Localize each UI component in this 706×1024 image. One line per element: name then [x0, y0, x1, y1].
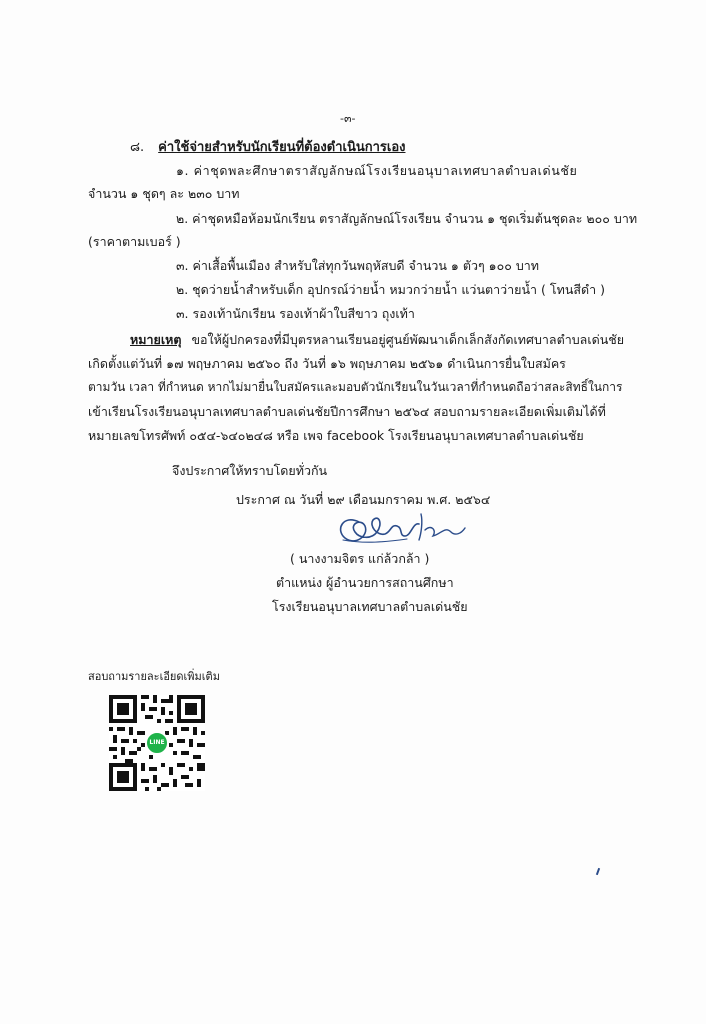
contact-label: สอบถามรายละเอียดเพิ่มเติม	[88, 670, 220, 683]
signer-name: ( นางงามจิตร แก่ล้วกล้า )	[290, 551, 430, 566]
remark-line-3: ตามวัน เวลา ที่กำหนด หากไม่มายื่นใบสมัครและมอบตัวนักเรียนในวันเวลาที่กำหนดถือว่าสละสิทธิ์ในการ	[88, 380, 623, 394]
signature	[325, 506, 475, 550]
ink-mark	[596, 868, 600, 875]
remark-line-1	[130, 332, 624, 347]
remark-line-4: เข้าเรียนโรงเรียนอนุบาลเทศบาลตำบลเด่นชัยปีการศึกษา ๒๕๖๔ สอบถามรายละเอียดเพิ่มเติมได้ที่	[88, 404, 606, 419]
announcement-date: ประกาศ ณ วันที่ ๒๙ เดือนมกราคม พ.ศ. ๒๕๖๔	[236, 492, 491, 507]
section-heading	[130, 140, 405, 156]
section-item-1: ๑. ค่าชุดพละศึกษาตราสัญลักษณ์โรงเรียนอนุบาลเทศบาลตำบลเด่นชัย	[176, 163, 578, 178]
signer-organization: โรงเรียนอนุบาลเทศบาลตำบลเด่นชัย	[272, 599, 468, 614]
section-item-4: ๒. ชุดว่ายน้ำสำหรับเด็ก อุปกรณ์ว่ายน้ำ หมวกว่ายน้ำ แว่นตาว่ายน้ำ ( โทนสีดำ )	[176, 282, 605, 297]
remark-text-1: ขอให้ผู้ปกครองที่มีบุตรหลานเรียนอยู่ศูนย์พัฒนาเด็กเล็กสังกัดเทศบาลตำบลเด่นชัย	[191, 332, 625, 347]
section-item-2-cont: (ราคาตามเบอร์ )	[88, 234, 181, 249]
remark-line-2: เกิดตั้งแต่วันที่ ๑๗ พฤษภาคม ๒๕๖๐ ถึง วันที่ ๑๖ พฤษภาคม ๒๕๖๑ ดำเนินการยื่นใบสมัคร	[88, 356, 566, 371]
section-item-5: ๓. รองเท้านักเรียน รองเท้าผ้าใบสีขาว ถุงเท้า	[176, 306, 415, 321]
section-title: ค่าใช้จ่ายสำหรับนักเรียนที่ต้องดำเนินการเอง	[158, 140, 406, 155]
remark-label: หมายเหตุ	[130, 332, 182, 347]
line-logo-icon: LINE	[145, 731, 169, 755]
section-item-1-cont: จำนวน ๑ ชุดๆ ละ ๒๓๐ บาท	[88, 186, 240, 201]
closing-statement: จึงประกาศให้ทราบโดยทั่วกัน	[172, 463, 328, 478]
section-number: ๘.	[130, 140, 145, 155]
page-number: -๓-	[340, 112, 356, 125]
remark-line-5: หมายเลขโทรศัพท์ ๐๕๔-๖๔๐๒๔๘ หรือ เพจ facebook โรงเรียนอนุบาลเทศบาลตำบลเด่นชัย	[88, 428, 584, 443]
section-item-2: ๒. ค่าชุดหมือห้อมนักเรียน ตราสัญลักษณ์โรงเรียน จำนวน ๑ ชุดเริ่มต้นชุดละ ๒๐๐ บาท	[176, 211, 638, 226]
line-qr-code[interactable]	[109, 695, 205, 791]
signer-position: ตำแหน่ง ผู้อำนวยการสถานศึกษา	[276, 575, 454, 590]
section-item-3: ๓. ค่าเสื้อพื้นเมือง สำหรับใส่ทุกวันพฤหัสบดี จำนวน ๑ ตัวๆ ๑๐๐ บาท	[176, 258, 540, 273]
